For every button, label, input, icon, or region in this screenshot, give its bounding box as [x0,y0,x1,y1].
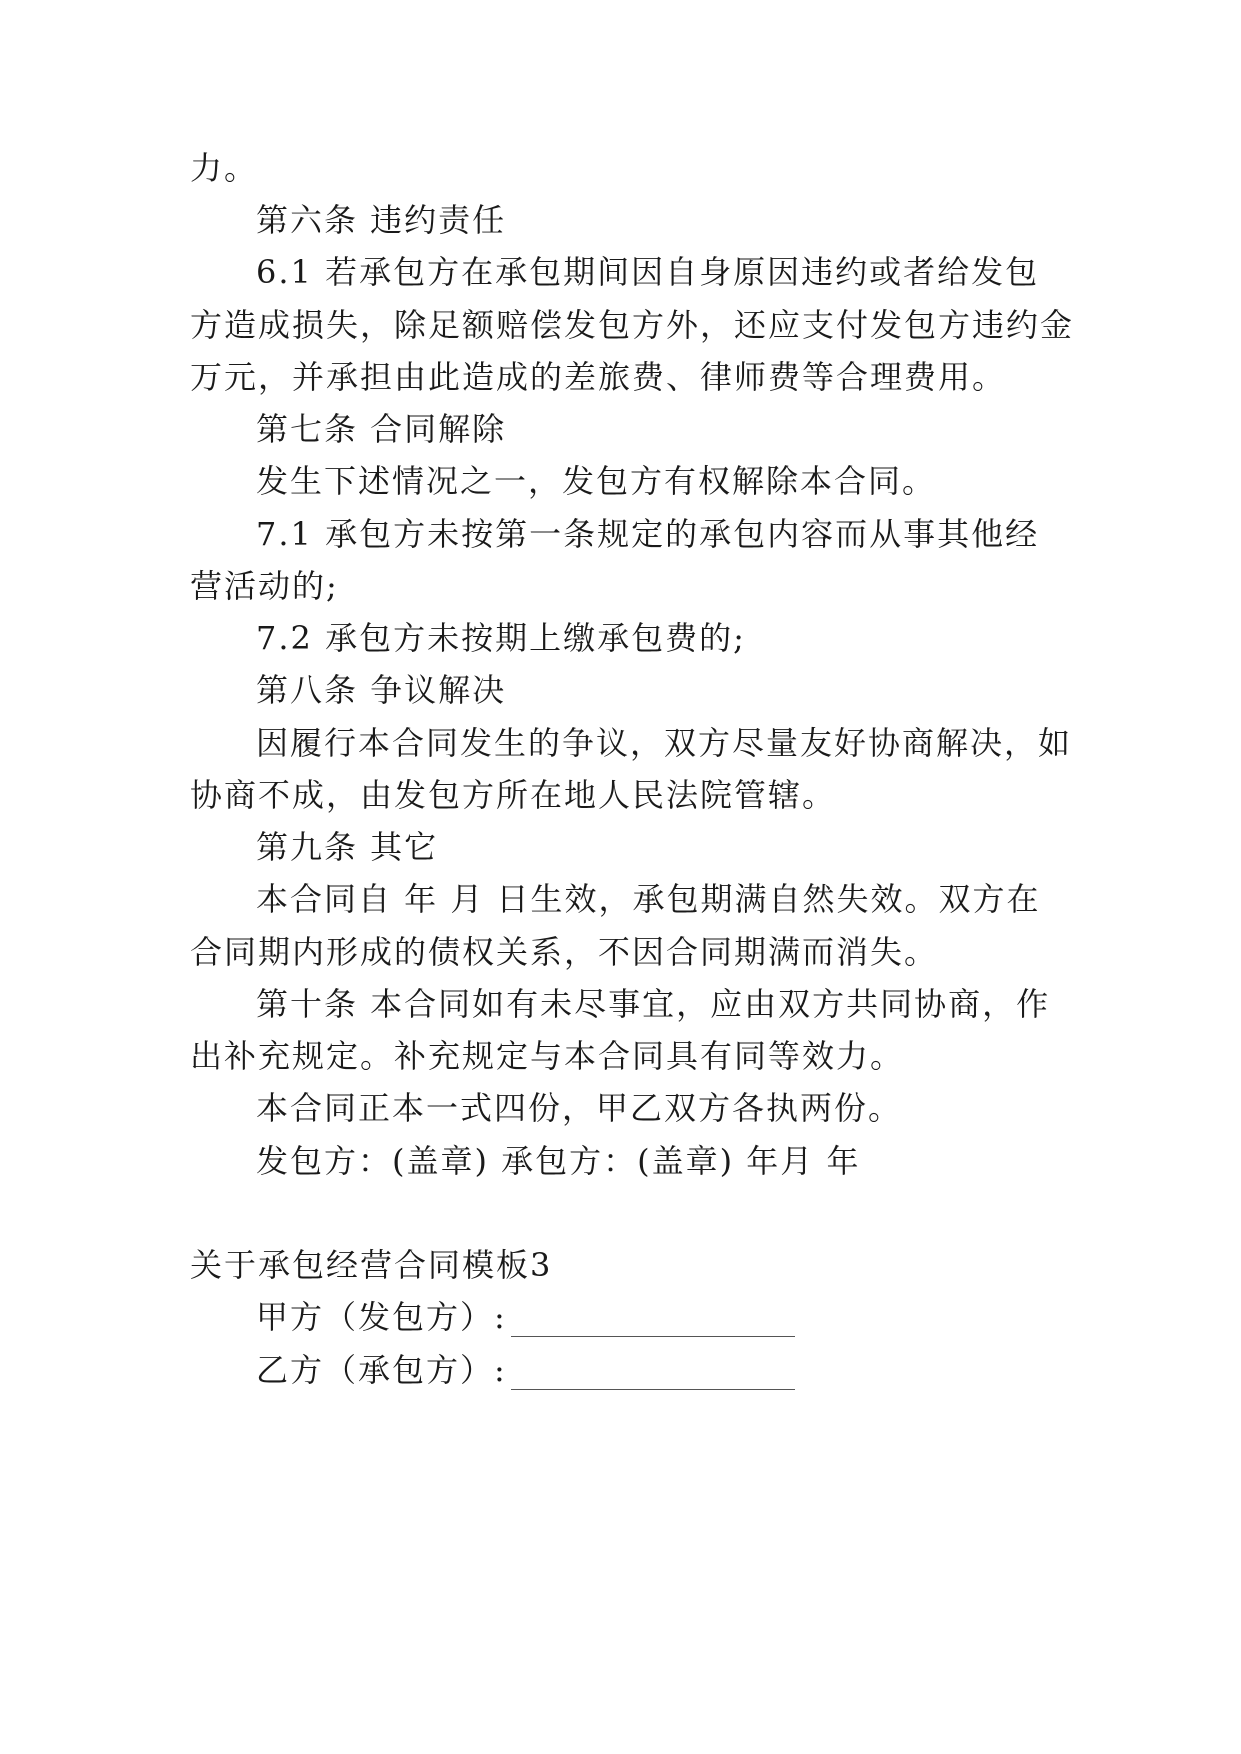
paragraph-line: 出补充规定。补充规定与本合同具有同等效力。 [190,1037,905,1075]
article-heading: 第七条 合同解除 [256,410,507,448]
section-title: 关于承包经营合同模板3 [190,1246,553,1284]
article-heading: 第八条 争议解决 [256,671,507,709]
paragraph-line: 本合同自 年 月 日生效，承包期满自然失效。双方在 [256,880,1041,918]
paragraph-line: 营活动的; [190,567,339,605]
article-heading: 第六条 违约责任 [256,201,507,239]
party-b-row [256,1350,795,1390]
party-b-label: 乙方（承包方）: [256,1351,507,1389]
paragraph-line: 本合同正本一式四份，甲乙双方各执两份。 [256,1089,903,1127]
party-a-label: 甲方（发包方）: [256,1298,507,1336]
party-a-row [256,1297,795,1337]
paragraph-line: 方造成损失，除足额赔偿发包方外，还应支付发包方违约金 [190,306,1075,344]
article-heading: 第九条 其它 [256,828,439,866]
paragraph-line: 发生下述情况之一，发包方有权解除本合同。 [256,462,937,500]
paragraph-line: 协商不成，由发包方所在地人民法院管辖。 [190,776,837,814]
paragraph-line: 力。 [190,149,259,187]
paragraph-line: 第十条 本合同如有未尽事宜，应由双方共同协商，作 [256,985,1051,1023]
paragraph-line: 7.1 承包方未按第一条规定的承包内容而从事其他经 [256,515,1040,553]
paragraph-line: 7.2 承包方未按期上缴承包费的; [256,619,746,657]
paragraph-line: 合同期内形成的债权关系，不因合同期满而消失。 [190,933,939,971]
party-a-blank-field [511,1306,795,1337]
signature-line: 发包方：(盖章) 承包方：(盖章) 年月 年 [256,1142,861,1180]
party-b-blank-field [511,1359,795,1390]
paragraph-line: 因履行本合同发生的争议，双方尽量友好协商解决，如 [256,724,1073,762]
paragraph-line: 万元，并承担由此造成的差旅费、律师费等合理费用。 [190,358,1007,396]
paragraph-line: 6.1 若承包方在承包期间因自身原因违约或者给发包 [256,253,1040,291]
